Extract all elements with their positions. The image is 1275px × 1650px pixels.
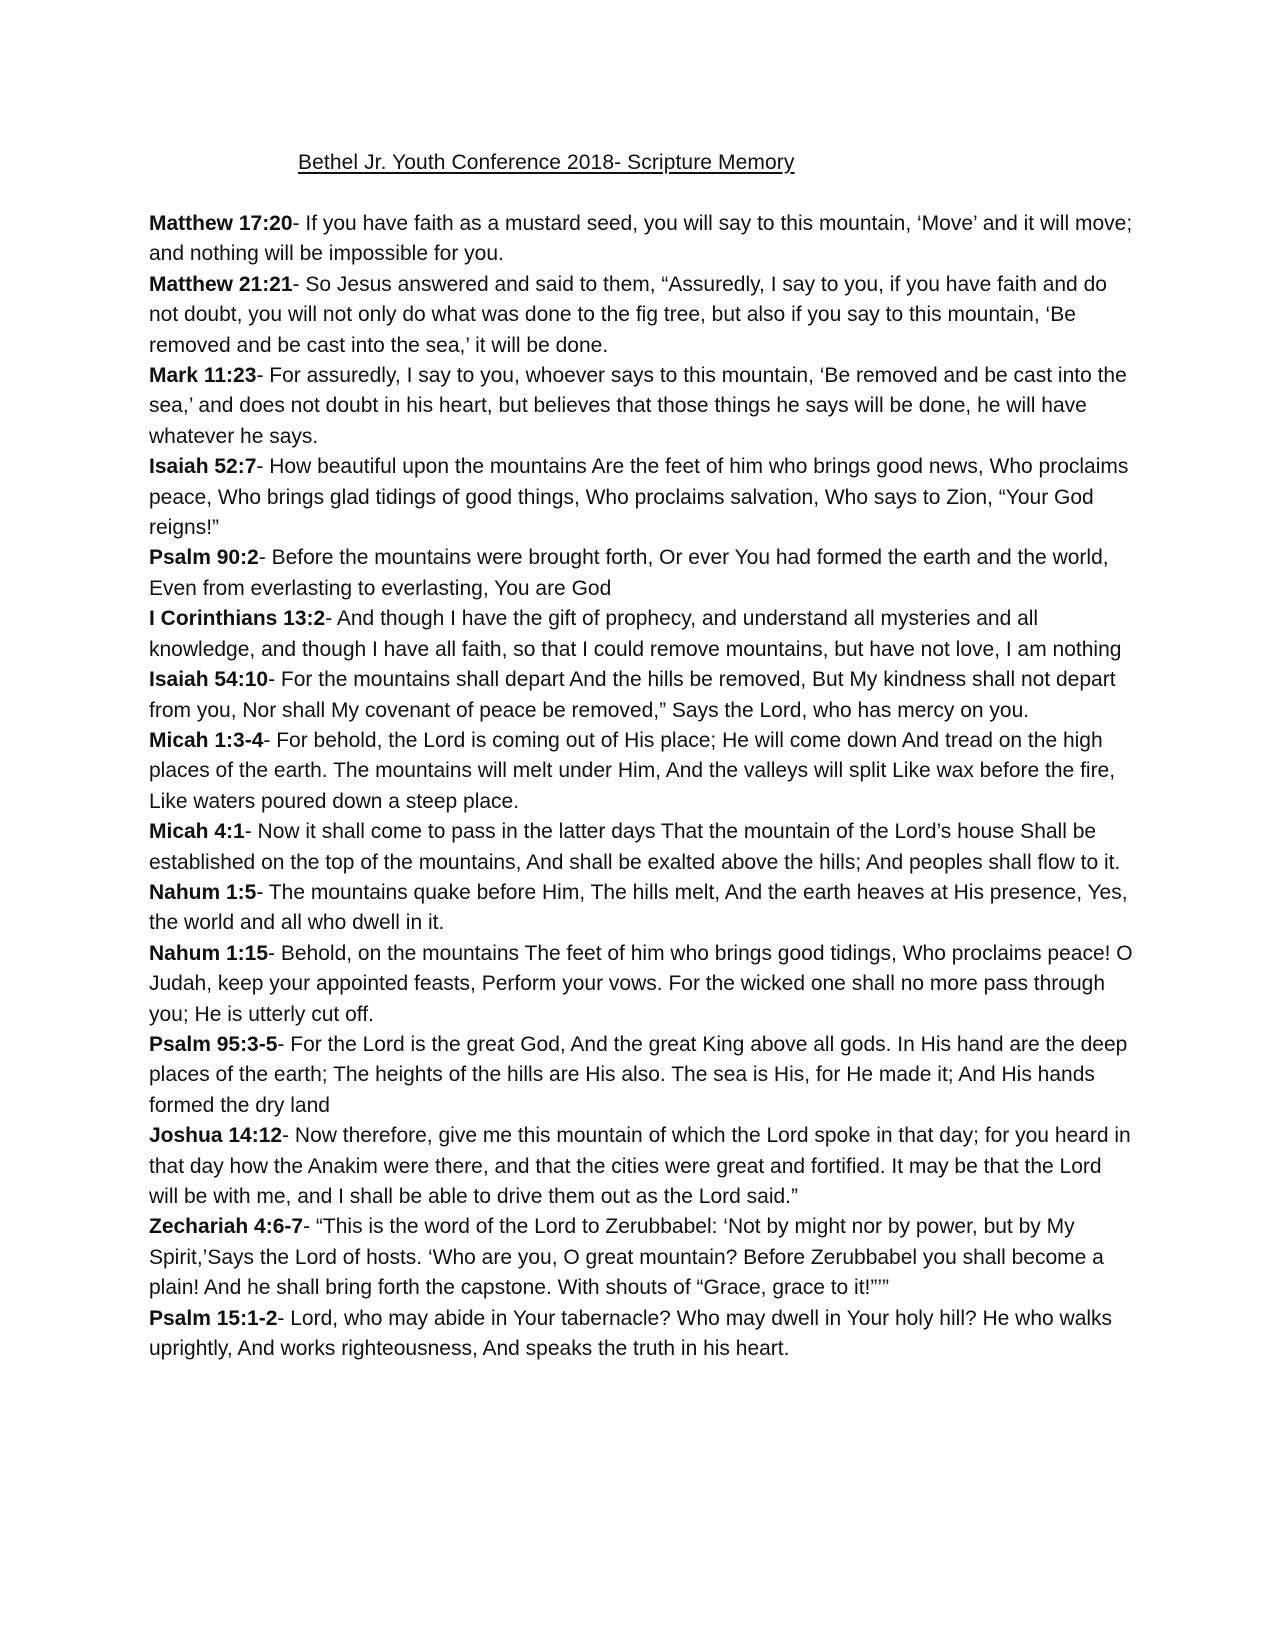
verse-text: - Behold, on the mountains The feet of him who brings good tidings, Who proclaims peace! O Judah, keep your appointed feasts, Perform your vows. For the wicked one shall no more pass through you; He is utterly cut off. — [149, 941, 1133, 1026]
verse-psalm-15-1-2 — [149, 1304, 1133, 1365]
verse-reference: Zechariah 4:6-7 — [149, 1215, 304, 1239]
verse-text: - If you have faith as a mustard seed, you will say to this mountain, ‘Move’ and it will move; and nothing will be impossible for you. — [149, 212, 1133, 266]
verse-reference: Matthew 17:20 — [149, 212, 293, 235]
verse-text: - For assuredly, I say to you, whoever says to this mountain, ‘Be removed and be cast into the sea,’ and does not doubt in his heart, but believes that those things he says will be done, he will have whatever he says. — [149, 364, 1127, 448]
verse-reference: Micah 1:3-4 — [149, 728, 264, 752]
verse-text: - Lord, who may abide in Your tabernacle? Who may dwell in Your holy hill? He who walks uprightly, And works righteousness, And speaks the truth in his heart. — [149, 1306, 1113, 1361]
verse-reference: I Corinthians 13:2 — [149, 607, 326, 631]
verse-reference: Isaiah 54:10 — [149, 668, 269, 692]
verse-reference: Micah 4:1 — [149, 820, 245, 844]
verse-micah-4-1 — [149, 817, 1133, 878]
verse-reference: Nahum 1:15 — [149, 941, 269, 965]
verse-joshua-14-12 — [149, 1121, 1133, 1212]
verse-text: - And though I have the gift of prophecy, and understand all mysteries and all knowledge, and though I have all faith, so that I could remove mountains, but have not love, I am nothing — [149, 607, 1122, 661]
verse-text: - Now therefore, give me this mountain of which the Lord spoke in that day; for you heard in that day how the Anakim were there, and that the cities were great and fortified. It may be that the Lord will be with me, and I shall be able to drive them out as the Lord said.” — [149, 1124, 1131, 1208]
verse-isaiah-54-10 — [149, 665, 1133, 726]
document-title: Bethel Jr. Youth Conference 2018- Scripture Memory — [298, 151, 795, 174]
verse-reference: Joshua 14:12 — [149, 1124, 283, 1148]
verse-reference: Matthew 21:21 — [149, 272, 293, 296]
verse-reference: Nahum 1:5 — [149, 880, 257, 904]
verse-reference: Mark 11:23 — [149, 364, 257, 388]
verse-text: - The mountains quake before Him, The hills melt, And the earth heaves at His presence, Yes, the world and all who dwell in it. — [149, 880, 1128, 935]
verse-reference: Isaiah 52:7 — [149, 455, 257, 479]
verse-text: - So Jesus answered and said to them, “Assuredly, I say to you, if you have faith and do not doubt, you will not only do what was done to the fig tree, but also if you say to this mountain, ‘Be removed and be cast into the sea,’ it will be done. — [149, 272, 1107, 357]
verse-nahum-1-5 — [149, 878, 1133, 939]
verse-reference: Psalm 15:1-2 — [149, 1306, 278, 1330]
verse-micah-1-3-4 — [149, 726, 1133, 817]
verse-zechariah-4-6-7 — [149, 1212, 1133, 1303]
verse-1-corinthians-13-2 — [149, 604, 1133, 665]
verse-nahum-1-15 — [149, 939, 1133, 1030]
verse-isaiah-52-7 — [149, 452, 1133, 543]
verse-list — [149, 209, 1133, 1364]
verse-text: - For behold, the Lord is coming out of His place; He will come down And tread on the high places of the earth. The mountains will melt under Him, And the valleys will split Like wax before the fire, Like waters poured down a steep place. — [149, 728, 1116, 813]
verse-reference: Psalm 90:2 — [149, 546, 259, 570]
verse-reference: Psalm 95:3-5 — [149, 1032, 278, 1056]
verse-text: - Before the mountains were brought forth, Or ever You had formed the earth and the world, Even from everlasting to everlasting, You are God — [149, 546, 1109, 600]
verse-matthew-17-20 — [149, 209, 1133, 270]
verse-matthew-21-21 — [149, 270, 1133, 361]
verse-text: - How beautiful upon the mountains Are the feet of him who brings good news, Who proclaims peace, Who brings glad tidings of good things, Who proclaims salvation, Who says to Zion, “Your God reigns!” — [149, 455, 1129, 540]
verse-text: - For the Lord is the great God, And the great King above all gods. In His hand are the deep places of the earth; The heights of the hills are His also. The sea is His, for He made it; And His hands formed the dry land — [149, 1032, 1128, 1117]
verse-mark-11-23 — [149, 361, 1133, 452]
verse-text: - For the mountains shall depart And the hills be removed, But My kindness shall not depart from you, Nor shall My covenant of peace be removed,” Says the Lord, who has mercy on you. — [149, 668, 1116, 722]
verse-psalm-95-3-5 — [149, 1030, 1133, 1121]
verse-text: - “This is the word of the Lord to Zerubbabel: ‘Not by might nor by power, but by My Spirit,’Says the Lord of hosts. ‘Who are you, O great mountain? Before Zerubbabel you shall become a plain! And he shall bring forth the capstone. With shouts of “Grace, grace to it!”’” — [149, 1215, 1104, 1300]
verse-text: - Now it shall come to pass in the latter days That the mountain of the Lord’s house Shall be established on the top of the mountains, And shall be exalted above the hills; And peoples shall flow to it. — [149, 820, 1121, 874]
verse-psalm-90-2 — [149, 543, 1133, 604]
